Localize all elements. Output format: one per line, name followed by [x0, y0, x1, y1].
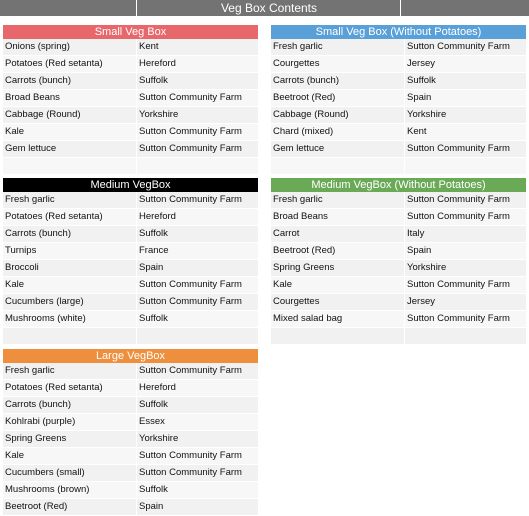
- origin-cell: Sutton Community Farm: [407, 211, 510, 222]
- column-divider: [136, 328, 137, 344]
- column-divider: [136, 380, 137, 396]
- origin-cell: Sutton Community Farm: [407, 313, 510, 324]
- origin-cell: Sutton Community Farm: [407, 41, 510, 52]
- column-divider: [136, 448, 137, 464]
- table-row: [271, 311, 526, 328]
- table-row: [271, 158, 526, 175]
- column-divider: [136, 107, 137, 123]
- table-row: [3, 73, 258, 90]
- origin-cell: Hereford: [139, 382, 176, 393]
- table-row: [271, 39, 526, 56]
- veg-cell: Carrots (bunch): [5, 399, 71, 410]
- medium-veg-box-title: Medium VegBox: [3, 178, 258, 192]
- header-cell-left: [0, 0, 137, 16]
- origin-cell: Sutton Community Farm: [139, 92, 242, 103]
- table-row: [271, 73, 526, 90]
- table-row: [271, 107, 526, 124]
- veg-cell: Chard (mixed): [273, 126, 334, 137]
- table-row: [3, 107, 258, 124]
- veg-cell: Carrot: [273, 228, 300, 239]
- veg-cell: Fresh garlic: [273, 194, 323, 205]
- origin-cell: Yorkshire: [407, 109, 447, 120]
- veg-cell: Cabbage (Round): [5, 109, 81, 120]
- origin-cell: Hereford: [139, 58, 176, 69]
- table-row: [3, 124, 258, 141]
- table-row: [3, 499, 258, 516]
- column-divider: [136, 141, 137, 157]
- origin-cell: Sutton Community Farm: [139, 143, 242, 154]
- origin-cell: Kent: [139, 41, 159, 52]
- small-veg-box-title: Small Veg Box: [3, 25, 258, 39]
- table-row: [271, 294, 526, 311]
- origin-cell: Italy: [407, 228, 425, 239]
- veg-cell: Carrots (bunch): [273, 75, 339, 86]
- table-row: [271, 260, 526, 277]
- column-divider: [404, 90, 405, 106]
- origin-cell: Sutton Community Farm: [139, 194, 242, 205]
- veg-cell: Cabbage (Round): [273, 109, 349, 120]
- table-row: [3, 277, 258, 294]
- table-row: [3, 226, 258, 243]
- veg-cell: Cucumbers (large): [5, 296, 84, 307]
- column-divider: [404, 209, 405, 225]
- column-divider: [404, 260, 405, 276]
- table-row: [3, 294, 258, 311]
- column-divider: [404, 328, 405, 344]
- origin-cell: Suffolk: [407, 75, 436, 86]
- large-veg-box-title: Large VegBox: [3, 349, 258, 363]
- small-veg-box-no-potatoes-title: Small Veg Box (Without Potatoes): [271, 25, 526, 39]
- column-divider: [136, 39, 137, 55]
- column-divider: [404, 124, 405, 140]
- table-row: [271, 226, 526, 243]
- veg-cell: Spring Greens: [273, 262, 335, 273]
- column-divider: [136, 260, 137, 276]
- column-divider: [136, 73, 137, 89]
- origin-cell: Spain: [139, 262, 164, 273]
- table-row: [3, 90, 258, 107]
- veg-cell: Mushrooms (brown): [5, 484, 90, 495]
- origin-cell: Kent: [407, 126, 427, 137]
- column-divider: [404, 226, 405, 242]
- origin-cell: Suffolk: [139, 484, 168, 495]
- table-row: [3, 209, 258, 226]
- veg-cell: Cucumbers (small): [5, 467, 85, 478]
- table-row: [3, 380, 258, 397]
- origin-cell: Sutton Community Farm: [407, 279, 510, 290]
- column-divider: [404, 107, 405, 123]
- origin-cell: Spain: [139, 501, 164, 512]
- veg-cell: Fresh garlic: [5, 194, 55, 205]
- origin-cell: Sutton Community Farm: [139, 279, 242, 290]
- origin-cell: France: [139, 245, 169, 256]
- column-divider: [136, 277, 137, 293]
- column-divider: [136, 124, 137, 140]
- small-veg-box-no-potatoes-rows: [271, 39, 526, 175]
- large-veg-box-table: [3, 349, 258, 516]
- table-row: [271, 192, 526, 209]
- veg-cell: Fresh garlic: [273, 41, 323, 52]
- small-veg-box-no-potatoes-table: [271, 25, 526, 175]
- table-row: [271, 56, 526, 73]
- table-row: [3, 39, 258, 56]
- column-divider: [136, 397, 137, 413]
- origin-cell: Yorkshire: [407, 262, 447, 273]
- origin-cell: Jersey: [407, 58, 435, 69]
- veg-cell: Turnips: [5, 245, 37, 256]
- table-row: [271, 243, 526, 260]
- table-row: [3, 141, 258, 158]
- origin-cell: Yorkshire: [139, 433, 179, 444]
- origin-cell: Spain: [407, 245, 432, 256]
- veg-cell: Potatoes (Red setanta): [5, 58, 103, 69]
- table-row: [271, 209, 526, 226]
- column-divider: [136, 431, 137, 447]
- veg-cell: Courgettes: [273, 296, 320, 307]
- column-divider: [404, 56, 405, 72]
- origin-cell: Sutton Community Farm: [139, 467, 242, 478]
- veg-cell: Potatoes (Red setanta): [5, 211, 103, 222]
- veg-cell: Gem lettuce: [5, 143, 57, 154]
- veg-cell: Mixed salad bag: [273, 313, 343, 324]
- column-divider: [136, 209, 137, 225]
- table-row: [271, 90, 526, 107]
- veg-cell: Kohlrabi (purple): [5, 416, 76, 427]
- veg-cell: Carrots (bunch): [5, 75, 71, 86]
- medium-veg-box-table: [3, 178, 258, 345]
- column-divider: [136, 90, 137, 106]
- origin-cell: Suffolk: [139, 313, 168, 324]
- column-divider: [136, 294, 137, 310]
- table-row: [3, 363, 258, 380]
- table-row: [3, 56, 258, 73]
- veg-cell: Broccoli: [5, 262, 39, 273]
- medium-veg-box-no-potatoes-title: Medium VegBox (Without Potatoes): [271, 178, 526, 192]
- medium-veg-box-no-potatoes-table: [271, 178, 526, 345]
- column-divider: [136, 482, 137, 498]
- veg-cell: Spring Greens: [5, 433, 67, 444]
- small-veg-box-rows: [3, 39, 258, 175]
- column-divider: [136, 414, 137, 430]
- column-divider: [136, 192, 137, 208]
- column-divider: [136, 226, 137, 242]
- table-row: [3, 158, 258, 175]
- origin-cell: Suffolk: [139, 399, 168, 410]
- large-veg-box-rows: [3, 363, 258, 516]
- table-row: [3, 448, 258, 465]
- veg-cell: Gem lettuce: [273, 143, 325, 154]
- table-row: [3, 482, 258, 499]
- table-row: [3, 260, 258, 277]
- column-divider: [404, 192, 405, 208]
- veg-cell: Kale: [5, 126, 25, 137]
- veg-cell: Kale: [5, 450, 25, 461]
- column-divider: [136, 243, 137, 259]
- column-divider: [136, 158, 137, 174]
- origin-cell: Yorkshire: [139, 109, 179, 120]
- table-row: [3, 397, 258, 414]
- column-divider: [404, 158, 405, 174]
- table-row: [271, 328, 526, 345]
- table-row: [271, 277, 526, 294]
- column-divider: [404, 277, 405, 293]
- origin-cell: Suffolk: [139, 228, 168, 239]
- column-divider: [404, 39, 405, 55]
- veg-cell: Potatoes (Red setanta): [5, 382, 103, 393]
- veg-cell: Broad Beans: [273, 211, 328, 222]
- origin-cell: Essex: [139, 416, 165, 427]
- table-row: [3, 328, 258, 345]
- table-row: [3, 311, 258, 328]
- veg-cell: Carrots (bunch): [5, 228, 71, 239]
- column-divider: [136, 311, 137, 327]
- origin-cell: Sutton Community Farm: [139, 450, 242, 461]
- veg-cell: Fresh garlic: [5, 365, 55, 376]
- table-row: [271, 141, 526, 158]
- medium-veg-box-rows: [3, 192, 258, 345]
- origin-cell: Sutton Community Farm: [139, 126, 242, 137]
- origin-cell: Hereford: [139, 211, 176, 222]
- column-divider: [404, 294, 405, 310]
- column-divider: [404, 141, 405, 157]
- origin-cell: Jersey: [407, 296, 435, 307]
- column-divider: [404, 243, 405, 259]
- origin-cell: Spain: [407, 92, 432, 103]
- small-veg-box-table: [3, 25, 258, 175]
- origin-cell: Sutton Community Farm: [139, 296, 242, 307]
- veg-cell: Kale: [5, 279, 25, 290]
- veg-cell: Mushrooms (white): [5, 313, 86, 324]
- veg-cell: Kale: [273, 279, 293, 290]
- table-row: [3, 431, 258, 448]
- veg-cell: Beetroot (Red): [273, 92, 336, 103]
- column-divider: [136, 465, 137, 481]
- veg-cell: Broad Beans: [5, 92, 60, 103]
- origin-cell: Suffolk: [139, 75, 168, 86]
- origin-cell: Sutton Community Farm: [139, 365, 242, 376]
- origin-cell: Sutton Community Farm: [407, 143, 510, 154]
- veg-cell: Onions (spring): [5, 41, 70, 52]
- column-divider: [404, 73, 405, 89]
- table-row: [3, 465, 258, 482]
- column-divider: [404, 311, 405, 327]
- header-bar: [0, 0, 529, 16]
- veg-cell: Courgettes: [273, 58, 320, 69]
- page-title: Veg Box Contents: [220, 1, 318, 15]
- medium-veg-box-no-potatoes-rows: [271, 192, 526, 345]
- veg-cell: Beetroot (Red): [5, 501, 68, 512]
- table-row: [3, 414, 258, 431]
- column-divider: [136, 363, 137, 379]
- origin-cell: Sutton Community Farm: [407, 194, 510, 205]
- veg-cell: Beetroot (Red): [273, 245, 336, 256]
- column-divider: [136, 56, 137, 72]
- table-row: [271, 124, 526, 141]
- table-row: [3, 243, 258, 260]
- table-row: [3, 192, 258, 209]
